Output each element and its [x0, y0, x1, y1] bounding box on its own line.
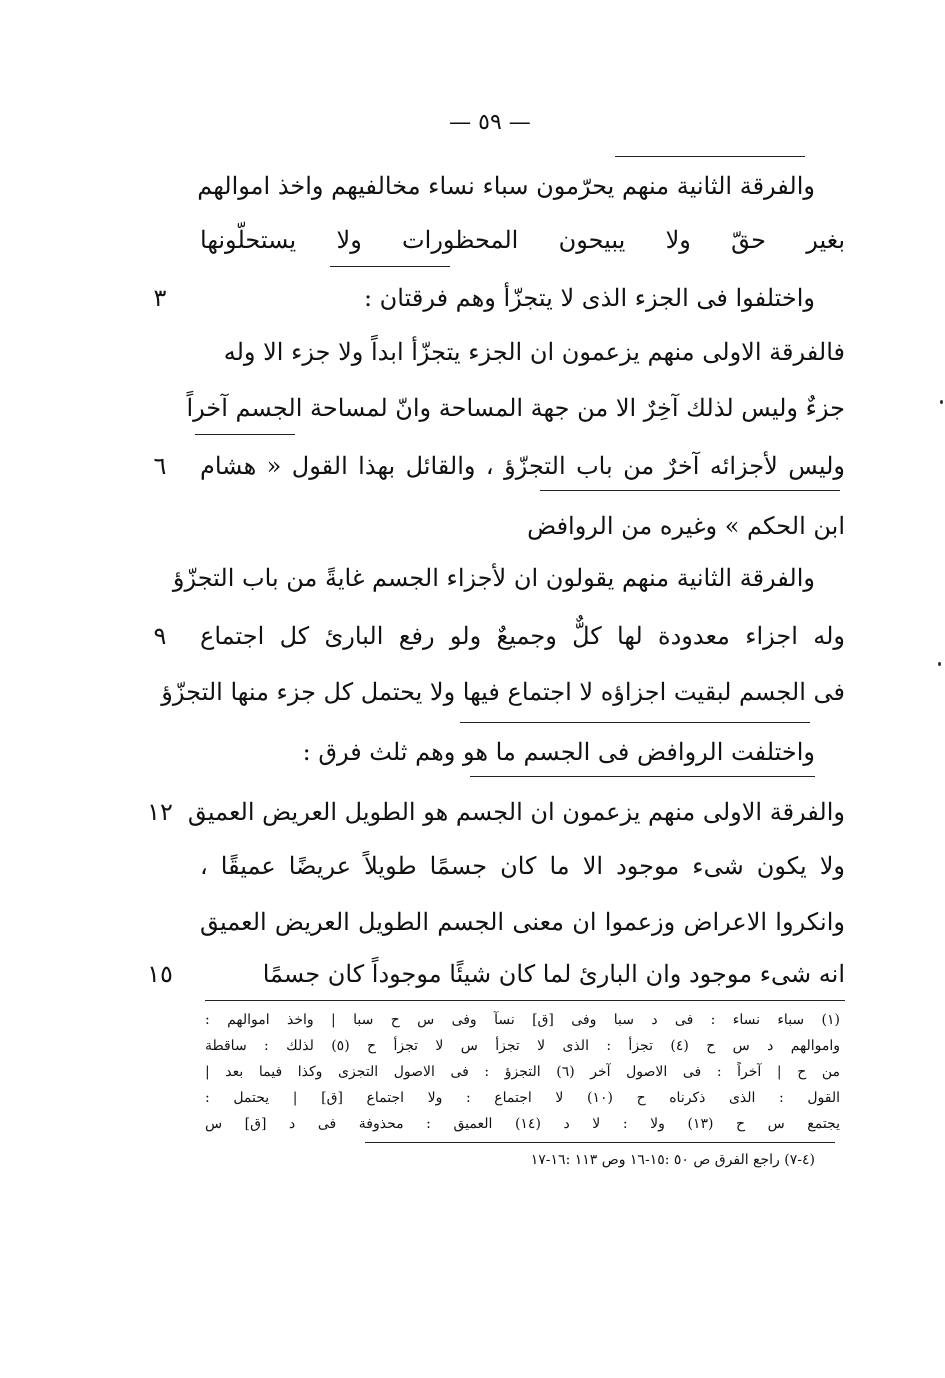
body-line-5: جزءٌ وليس لذلك آخِرٌ الا من جهة المساحة وانّ لمساحة الجسم آخراً: [186, 394, 845, 422]
reference-separator: [365, 1142, 835, 1143]
footnote-line-1: (١) سباء نساء : فى د سبا وفى [ق] نسآ وفى س ح سبا | واخذ اموالهم :: [205, 1012, 840, 1028]
page-number: — ٥٩ —: [449, 110, 531, 135]
body-line-6: وليس لأجزائه آخرٌ من باب التجزّؤ ، والقائل بهذا القول « هشام: [200, 452, 845, 480]
underline: [195, 434, 295, 435]
body-line-12: والفرقة الاولى منهم يزعمون ان الجسم هو الطويل العريض العميق: [187, 798, 845, 826]
body-line-10: فى الجسم لبقيت اجزاؤه لا اجتماع فيها ولا يحتمل كل جزء منها التجزّؤ: [161, 678, 845, 706]
footnote-separator: [205, 1000, 845, 1001]
line-number: ٦: [153, 452, 167, 480]
body-line-15: انه شىء موجود وان البارئ لما كان شيئًا موجوداً كان جسمًا: [262, 960, 845, 988]
body-line-1: والفرقة الثانية منهم يحرّمون سباء نساء مخالفيهم واخذ اموالهم: [197, 172, 815, 200]
footnote-line-4: القول : الذى ذكرناه ح (١٠) لا اجتماع : ولا اجتماع [ق] | يحتمل :: [205, 1090, 840, 1106]
underline: [470, 776, 815, 777]
underline: [460, 722, 810, 723]
body-line-8: والفرقة الثانية منهم يقولون ان لأجزاء الجسم غايةً من باب التجزّؤ: [172, 564, 815, 592]
line-number: ١٢: [147, 798, 173, 826]
line-number: ١٥: [147, 960, 173, 988]
body-line-14: وانكروا الاعراض وزعموا ان معنى الجسم الطويل العريض العميق: [200, 908, 845, 936]
line-number: ٣: [153, 284, 167, 312]
scan-speck: [938, 662, 941, 666]
footnote-line-2: واموالهم د س ح (٤) تجزأ : الذى لا تجزأ س لا تجزأ ح (٥) لذلك : ساقطة: [205, 1038, 840, 1054]
underline: [540, 490, 840, 491]
body-line-7: ابن الحكم » وغيره من الروافض: [527, 512, 845, 540]
body-line-4: فالفرقة الاولى منهم يزعمون ان الجزء يتجزّأ ابداً ولا جزء الا وله: [223, 338, 845, 366]
body-line-2: بغير حقّ ولا يبيحون المحظورات ولا يستحلّونها: [200, 226, 845, 254]
underline: [330, 266, 450, 267]
footnote-line-3: من ح | آخراً : فى الاصول آخر (٦) التجزؤ : فى الاصول التجزى وكذا فيما بعد |: [205, 1064, 840, 1080]
body-line-3: واختلفوا فى الجزء الذى لا يتجزّأ وهم فرقتان :: [363, 284, 815, 312]
footnote-line-5: يجتمع س ح (١٣) ولا : لا د (١٤) العميق : محذوفة فى د [ق] س: [205, 1116, 840, 1132]
scan-speck: [940, 400, 943, 404]
line-number: ٩: [153, 622, 167, 650]
underline: [615, 156, 805, 157]
body-line-13: ولا يكون شىء موجود الا ما كان جسمًا طويلاً عريضًا عميقًا ،: [200, 852, 845, 880]
reference-note: (٤-٧) راجع الفرق ص ٥٠ :١٥-١٦ وص ١١٣ :١٦-١٧: [530, 1152, 815, 1168]
body-line-9: وله اجزاء معدودة لها كلٌّ وجميعٌ ولو رفع البارئ كل اجتماع: [200, 622, 845, 650]
body-line-11: واختلفت الروافض فى الجسم ما هو وهم ثلث فرق :: [302, 738, 815, 766]
